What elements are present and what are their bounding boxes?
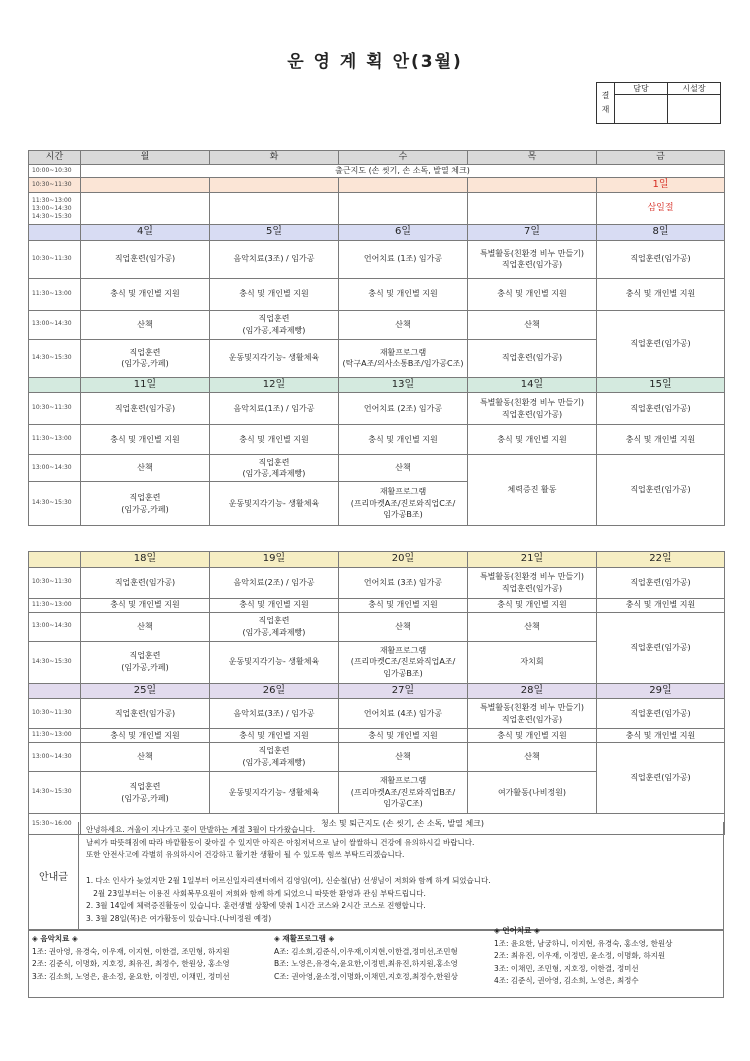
notice-line: 날씨가 따뜻해짐에 따라 바깥활동이 잦아질 수 있지만 아직은 아침저녁으로 날이 쌀쌀하니 건강에 유의하시길 바랍니다.	[86, 837, 475, 847]
schedule-cell: 음악치료(2조) / 임가공	[210, 567, 339, 598]
notice-line: 또한 안전사고에 각별히 유의하시어 건강하고 활기찬 생활이 될 수 있도록 힘쓰 부탁드리겠습니다.	[86, 850, 405, 860]
group-title: ◈ 언어치료 ◈	[494, 926, 540, 935]
schedule-cell: 직업훈련(임가공)	[597, 240, 725, 278]
notice-text	[86, 824, 717, 926]
schedule-cell: 직업훈련 (임가공,제과제빵)	[210, 743, 339, 772]
date-header: 6일	[339, 225, 468, 241]
schedule-cell: 직업훈련(임가공)	[597, 310, 725, 377]
schedule-cell: 직업훈련(임가공)	[597, 567, 725, 598]
schedule-cell	[81, 177, 210, 193]
approval-col-staff: 담당	[615, 83, 668, 95]
schedule-cell: 직업훈련 (임가공,카페)	[81, 482, 210, 526]
time-cell: 14:30~15:30	[29, 482, 81, 526]
schedule-cell: 언어치료 (2조) 임가공	[339, 393, 468, 425]
schedule-cell: 충식 및 개인별 지원	[210, 729, 339, 743]
schedule-cell: 산책	[339, 310, 468, 339]
schedule-cell: 직업훈련 (임가공,제과제빵)	[210, 455, 339, 482]
schedule-cell: 여가활동(나비정원)	[468, 772, 597, 814]
group-line: 2조: 김준식, 이명화, 지호정, 최유진, 최정수, 한원상, 홍소영	[32, 959, 230, 968]
schedule-cell: 직업훈련(임가공)	[597, 455, 725, 526]
schedule-cell: 특별활동(친환경 비누 만들기) 직업훈련(임가공)	[468, 393, 597, 425]
date-header: 28일	[468, 683, 597, 699]
time-cell: 10:30~11:30	[29, 240, 81, 278]
notice-label: 안내글	[29, 822, 79, 929]
group-line: C조: 권아영,윤소정,이명화,이채민,지호정,최정수,한원상	[274, 971, 458, 981]
schedule-cell: 직업훈련(임가공)	[597, 393, 725, 425]
header-time: 시간	[29, 151, 81, 165]
date-header: 5일	[210, 225, 339, 241]
schedule-cell: 산책	[81, 310, 210, 339]
schedule-cell	[339, 193, 468, 225]
time-cell: 13:00~14:30	[29, 612, 81, 641]
time-cell: 11:30~13:00	[29, 729, 81, 743]
schedule-cell: 음악치료(3조) / 임가공	[210, 240, 339, 278]
schedule-cell: 직업훈련(임가공)	[597, 699, 725, 729]
group-line: 3조: 이채민, 조민형, 지호정, 이한결, 정미선	[494, 963, 639, 973]
notice-line: 안녕하세요. 겨울이 지나가고 꽃이 만발하는 계절 3월이 다가왔습니다.	[86, 825, 316, 834]
schedule-cell: 충식 및 개인별 지원	[339, 278, 468, 310]
group-line: B조: 노영은,유경숙,윤요한,이정빈,최유진,하지원,홍소영	[274, 959, 458, 968]
group-line: A조: 김소희,김준식,이우재,이지현,이한결,정미선,조민형	[274, 946, 458, 956]
header-wed: 수	[339, 151, 468, 165]
group-line: 1조: 권아영, 유경숙, 이우재, 이지현, 이한결, 조민형, 하지원	[32, 946, 230, 956]
date-header: 29일	[597, 683, 725, 699]
time-cell: 14:30~15:30	[29, 772, 81, 814]
schedule-cell: 언어치료 (3조) 임가공	[339, 567, 468, 598]
schedule-cell: 특별활동(친환경 비누 만들기) 직업훈련(임가공)	[468, 567, 597, 598]
schedule-cell: 직업훈련(임가공)	[597, 743, 725, 814]
schedule-cell: 산책	[468, 612, 597, 641]
group-line: 3조: 김소희, 노영은, 윤소정, 윤요한, 이정빈, 이채민, 정미선	[32, 971, 230, 981]
schedule-cell: 충식 및 개인별 지원	[597, 278, 725, 310]
schedule-cell: 직업훈련(임가공)	[81, 240, 210, 278]
schedule-cell: 충식 및 개인별 지원	[468, 425, 597, 455]
schedule-cell: 산책	[81, 743, 210, 772]
date-header: 22일	[597, 552, 725, 568]
schedule-cell: 직업훈련 (임가공,카페)	[81, 339, 210, 377]
schedule-cell	[468, 177, 597, 193]
schedule-cell: 충식 및 개인별 지원	[597, 598, 725, 612]
time-cell: 14:30~15:30	[29, 641, 81, 683]
schedule-cell: 충식 및 개인별 지원	[81, 425, 210, 455]
schedule-cell: 직업훈련(임가공)	[468, 339, 597, 377]
group-title: ◈ 음악치료 ◈	[32, 934, 78, 943]
date-header: 4일	[81, 225, 210, 241]
header-thu: 목	[468, 151, 597, 165]
time-cell: 10:30~11:30	[29, 699, 81, 729]
schedule-cell: 산책	[339, 743, 468, 772]
date-header: 15일	[597, 377, 725, 393]
schedule-cell: 운동및지각기능- 생활체육	[210, 339, 339, 377]
schedule-cell: 운동및지각기능- 생활체육	[210, 641, 339, 683]
schedule-cell: 산책	[81, 612, 210, 641]
time-cell: 11:30~13:00	[29, 425, 81, 455]
holiday-date: 1일	[597, 177, 725, 193]
schedule-cell	[81, 193, 210, 225]
schedule-cell: 충식 및 개인별 지원	[468, 278, 597, 310]
time-cell: 15:30~16:00	[29, 814, 81, 835]
date-header: 7일	[468, 225, 597, 241]
schedule-cell	[468, 193, 597, 225]
week-date-spacer	[29, 552, 81, 568]
date-header: 27일	[339, 683, 468, 699]
group-line: 1조: 윤요한, 남궁하니, 이지현, 유경숙, 홍소영, 한원상	[494, 938, 673, 948]
approval-sign-staff[interactable]	[615, 95, 668, 124]
schedule-cell: 산책	[468, 310, 597, 339]
schedule-cell	[210, 177, 339, 193]
schedule-cell: 음악치료(3조) / 임가공	[210, 699, 339, 729]
date-header: 8일	[597, 225, 725, 241]
group-title: ◈ 재활프로그램 ◈	[274, 934, 335, 943]
schedule-cell: 특별활동(친환경 비누 만들기) 직업훈련(임가공)	[468, 240, 597, 278]
notice-line	[86, 862, 717, 875]
schedule-cell: 충식 및 개인별 지원	[210, 425, 339, 455]
schedule-table-1	[28, 150, 725, 526]
schedule-cell: 체력증진 활동	[468, 455, 597, 526]
time-cell: 10:30~11:30	[29, 177, 81, 193]
schedule-cell: 음악치료(1조) / 임가공	[210, 393, 339, 425]
schedule-cell: 자치회	[468, 641, 597, 683]
page-title: 운 영 계 획 안(3월)	[287, 52, 463, 72]
music-therapy-groups	[32, 933, 230, 983]
schedule-cell: 충식 및 개인별 지원	[339, 729, 468, 743]
time-cell: 11:30~13:00	[29, 278, 81, 310]
schedule-cell: 충식 및 개인별 지원	[210, 598, 339, 612]
time-cell: 10:30~11:30	[29, 567, 81, 598]
approval-sign-director[interactable]	[668, 95, 721, 124]
header-mon: 월	[81, 151, 210, 165]
schedule-cell: 직업훈련 (임가공,제과제빵)	[210, 612, 339, 641]
group-lists	[28, 926, 724, 998]
schedule-cell: 재활프로그램 (탁구A조/의사소통B조/임가공C조)	[339, 339, 468, 377]
week-date-spacer	[29, 683, 81, 699]
group-line: 4조: 김준식, 권아영, 김소희, 노영은, 최정수	[494, 976, 639, 985]
time-cell: 10:30~11:30	[29, 393, 81, 425]
week-date-spacer	[29, 225, 81, 241]
approval-col-director: 시설장	[668, 83, 721, 95]
schedule-cell: 운동및지각기능- 생활체육	[210, 772, 339, 814]
schedule-cell: 산책	[81, 455, 210, 482]
speech-therapy-groups	[494, 925, 672, 988]
week-date-spacer	[29, 377, 81, 393]
schedule-cell: 충식 및 개인별 지원	[339, 598, 468, 612]
schedule-cell: 충식 및 개인별 지원	[468, 729, 597, 743]
notice-line: 3. 3월 28일(목)은 여가활동이 있습니다.(나비정원 예정)	[86, 913, 272, 923]
schedule-cell: 직업훈련 (임가공,카페)	[81, 772, 210, 814]
header-tue: 화	[210, 151, 339, 165]
schedule-cell: 충식 및 개인별 지원	[597, 425, 725, 455]
schedule-cell: 산책	[339, 455, 468, 482]
date-header: 11일	[81, 377, 210, 393]
approval-label: 결 재	[597, 83, 615, 124]
schedule-cell: 충식 및 개인별 지원	[210, 278, 339, 310]
schedule-cell: 충식 및 개인별 지원	[597, 729, 725, 743]
schedule-cell: 충식 및 개인별 지원	[81, 598, 210, 612]
notice-line: 2. 3월 14일에 체력증진활동이 있습니다. 훈련생별 상황에 맞춰 1시간 코스와 2시간 코스로 진행합니다.	[86, 901, 426, 911]
date-header: 12일	[210, 377, 339, 393]
schedule-cell: 운동및지각기능- 생활체육	[210, 482, 339, 526]
schedule-cell: 재활프로그램 (프리마켓C조/진로와직업A조/ 임가공B조)	[339, 641, 468, 683]
time-cell: 13:00~14:30	[29, 455, 81, 482]
date-header: 18일	[81, 552, 210, 568]
schedule-cell: 산책	[468, 743, 597, 772]
closing-guidance: 청소 및 퇴근지도 (손 씻기, 손 소독, 발열 체크)	[81, 814, 725, 835]
date-header: 19일	[210, 552, 339, 568]
schedule-cell: 직업훈련(임가공)	[81, 699, 210, 729]
schedule-cell: 언어치료 (1조) 임가공	[339, 240, 468, 278]
schedule-cell	[210, 193, 339, 225]
approval-box	[596, 82, 721, 124]
group-line: 2조: 최유진, 이우재, 이정빈, 윤소정, 이명화, 하지원	[494, 951, 666, 960]
schedule-cell: 특별활동(친환경 비누 만들기) 직업훈련(임가공)	[468, 699, 597, 729]
date-header: 13일	[339, 377, 468, 393]
schedule-cell: 재활프로그램 (프리마켓A조/진로와직업B조/ 임가공C조)	[339, 772, 468, 814]
time-cell: 13:00~14:30	[29, 310, 81, 339]
schedule-cell: 충식 및 개인별 지원	[81, 729, 210, 743]
holiday-name: 삼일절	[597, 193, 725, 225]
schedule-cell: 직업훈련 (임가공,카페)	[81, 641, 210, 683]
time-cell: 14:30~15:30	[29, 339, 81, 377]
time-cell: 10:00~10:30	[29, 165, 81, 178]
date-header: 14일	[468, 377, 597, 393]
date-header: 21일	[468, 552, 597, 568]
schedule-cell: 재활프로그램 (프리마켓A조/진로와직업C조/ 임가공B조)	[339, 482, 468, 526]
schedule-cell: 충식 및 개인별 지원	[339, 425, 468, 455]
notice-section	[28, 822, 724, 930]
schedule-cell: 직업훈련(임가공)	[81, 567, 210, 598]
schedule-cell: 언어치료 (4조) 임가공	[339, 699, 468, 729]
time-cell: 11:30~13:00	[29, 598, 81, 612]
schedule-cell: 직업훈련(임가공)	[81, 393, 210, 425]
notice-line: 1. 다소 인사가 늦었지만 2월 1일부터 어르신일자리센터에서 김영임(여), 신순철(남) 선생님이 저희와 함께 하게 되었습니다.	[86, 875, 491, 885]
schedule-cell: 충식 및 개인별 지원	[468, 598, 597, 612]
date-header: 26일	[210, 683, 339, 699]
schedule-table-2	[28, 551, 725, 835]
time-cell: 13:00~14:30	[29, 743, 81, 772]
date-header: 25일	[81, 683, 210, 699]
arrival-guidance: 출근지도 (손 씻기, 손 소독, 발열 체크)	[81, 165, 725, 178]
date-header: 20일	[339, 552, 468, 568]
notice-line: 2월 23일부터는 이용진 사회복무요원이 저희와 함께 하게 되었으니 따뜻한 환영과 관심 부탁드립니다.	[86, 888, 426, 898]
schedule-cell: 직업훈련(임가공)	[597, 612, 725, 683]
schedule-cell: 직업훈련 (임가공,제과제빵)	[210, 310, 339, 339]
schedule-cell: 산책	[339, 612, 468, 641]
schedule-cell: 충식 및 개인별 지원	[81, 278, 210, 310]
header-fri: 금	[597, 151, 725, 165]
rehab-program-groups	[274, 933, 458, 983]
schedule-cell	[339, 177, 468, 193]
time-cell: 11:30~13:00 13:00~14:30 14:30~15:30	[29, 193, 81, 225]
